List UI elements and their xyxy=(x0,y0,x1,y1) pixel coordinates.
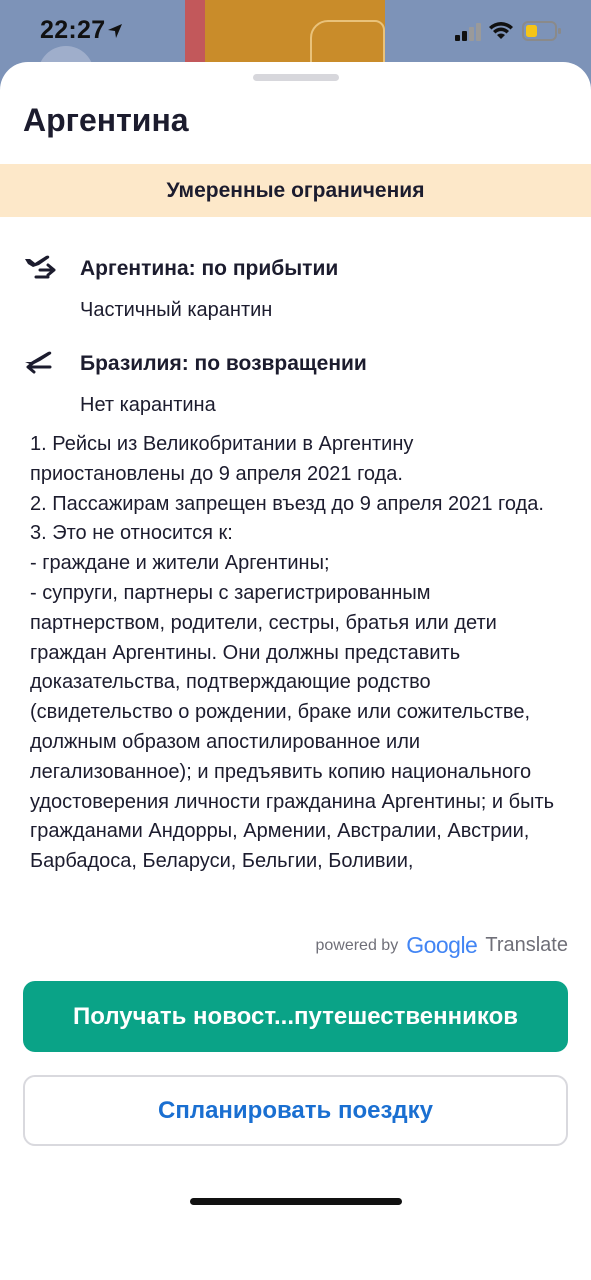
plan-trip-button[interactable]: Спланировать поездку xyxy=(23,1075,568,1146)
restriction-level-banner: Умеренные ограничения xyxy=(0,164,591,217)
google-translate-attribution xyxy=(315,932,568,959)
home-indicator[interactable] xyxy=(190,1198,402,1205)
status-time: 22:27 xyxy=(40,16,106,44)
details-paragraph: 3. Это не относится к: xyxy=(30,522,233,545)
arrival-quarantine: Частичный карантин xyxy=(80,299,273,321)
location-arrow-icon xyxy=(106,22,124,40)
arrival-rule xyxy=(0,247,591,327)
sheet-grabber-handle[interactable] xyxy=(253,74,339,81)
plane-landing-icon xyxy=(22,253,58,283)
country-title: Аргентина xyxy=(23,102,189,138)
text-fade-overlay xyxy=(0,880,591,924)
powered-by-label: powered by xyxy=(315,936,399,954)
battery-icon xyxy=(522,20,562,42)
arrival-heading: Аргентина: по прибытии xyxy=(80,257,339,280)
return-heading: Бразилия: по возвращении xyxy=(80,352,367,375)
restriction-details-text xyxy=(30,430,560,924)
return-quarantine: Нет карантина xyxy=(80,394,216,416)
details-paragraph: 2. Пассажирам запрещен въезд до 9 апреля 2021 года. xyxy=(30,492,544,515)
translate-label: Translate xyxy=(485,934,568,956)
google-logo: Google xyxy=(406,932,478,958)
subscribe-news-button[interactable]: Получать новост...путешественников xyxy=(23,981,568,1052)
status-bar xyxy=(0,0,591,64)
wifi-icon xyxy=(488,19,514,41)
details-paragraph: - супруги, партнеры с зарегистрированным партнерством, родители, сестры, братья или дети граждан Аргентины. Они должны представить доказательства, подтверждающие родство (свидетельство о рождении, браке или сожительстве, должным образом апостилированное или легализованное); и предъявить копию национального удостоверения личности гражданина Аргентины; и быть гражданами Андорры, Армении, Австралии, Австрии, Барбадоса, Беларуси, Бельгии, Боливии, xyxy=(30,581,555,873)
plane-return-icon xyxy=(22,348,58,378)
details-paragraph: 1. Рейсы из Великобритании в Аргентину приостановлены до 9 апреля 2021 года. xyxy=(30,433,414,485)
cellular-signal-icon xyxy=(455,23,483,41)
details-paragraph: - граждане и жители Аргентины; xyxy=(30,552,330,575)
return-rule xyxy=(0,342,591,422)
